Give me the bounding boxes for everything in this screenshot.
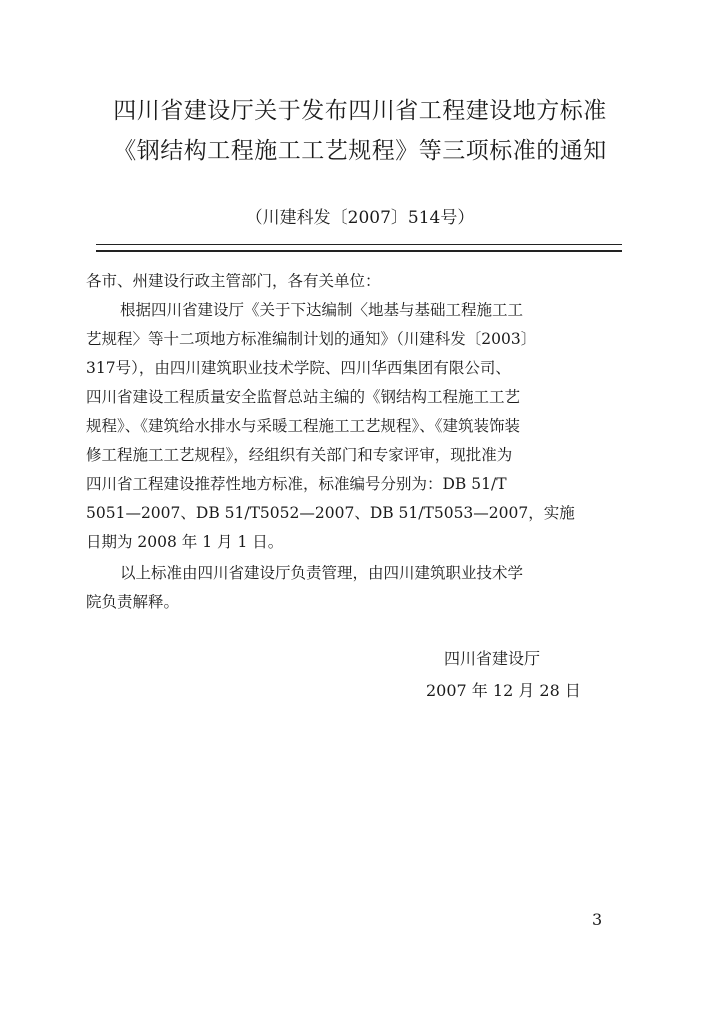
issuing-authority: 四川省建设厅 <box>444 649 541 668</box>
paragraph1-line: 四川省建设工程质量安全监督总站主编的《钢结构工程施工工艺 <box>86 388 521 406</box>
paragraph1-line: 日期为 2008 年 1 月 1 日。 <box>86 533 284 551</box>
header-rule-thick <box>96 250 622 252</box>
issue-date: 2007 年 12 月 28 日 <box>426 681 581 700</box>
paragraph1-line: 修工程施工工艺规程》，经组织有关部门和专家评审，现批准为 <box>86 446 513 464</box>
notice-title-line-1: 四川省建设厅关于发布四川省工程建设地方标准 <box>113 98 607 124</box>
paragraph1-line: 规程》、《建筑给水排水与采暖工程施工工艺规程》、《建筑装饰装 <box>86 417 521 435</box>
document-number: （川建科发〔2007〕514号） <box>245 208 475 228</box>
paragraph1-line: 317号），由四川建筑职业技术学院、四川华西集团有限公司、 <box>86 359 511 377</box>
paragraph1-line: 5051—2007、DB 51/T5052—2007、DB 51/T5053—2007，实施 <box>86 504 575 522</box>
notice-title-line-2: 《钢结构工程施工工艺规程》等三项标准的通知 <box>113 138 607 164</box>
paragraph1-line: 四川省工程建设推荐性地方标准，标准编号分别为：DB 51/T <box>86 475 507 493</box>
paragraph2-line: 院负责解释。 <box>86 593 180 611</box>
header-rule-thin <box>96 244 622 245</box>
paragraph2-line: 以上标准由四川省建设厅负责管理，由四川建筑职业技术学 <box>120 564 524 582</box>
paragraph1-line: 根据四川省建设厅《关于下达编制〈地基与基础工程施工工 <box>120 301 524 319</box>
salutation: 各市、州建设行政主管部门，各有关单位： <box>86 272 381 290</box>
paragraph1-line: 艺规程〉等十二项地方标准编制计划的通知》（川建科发〔2003〕 <box>86 330 537 348</box>
page-number: 3 <box>592 910 603 929</box>
